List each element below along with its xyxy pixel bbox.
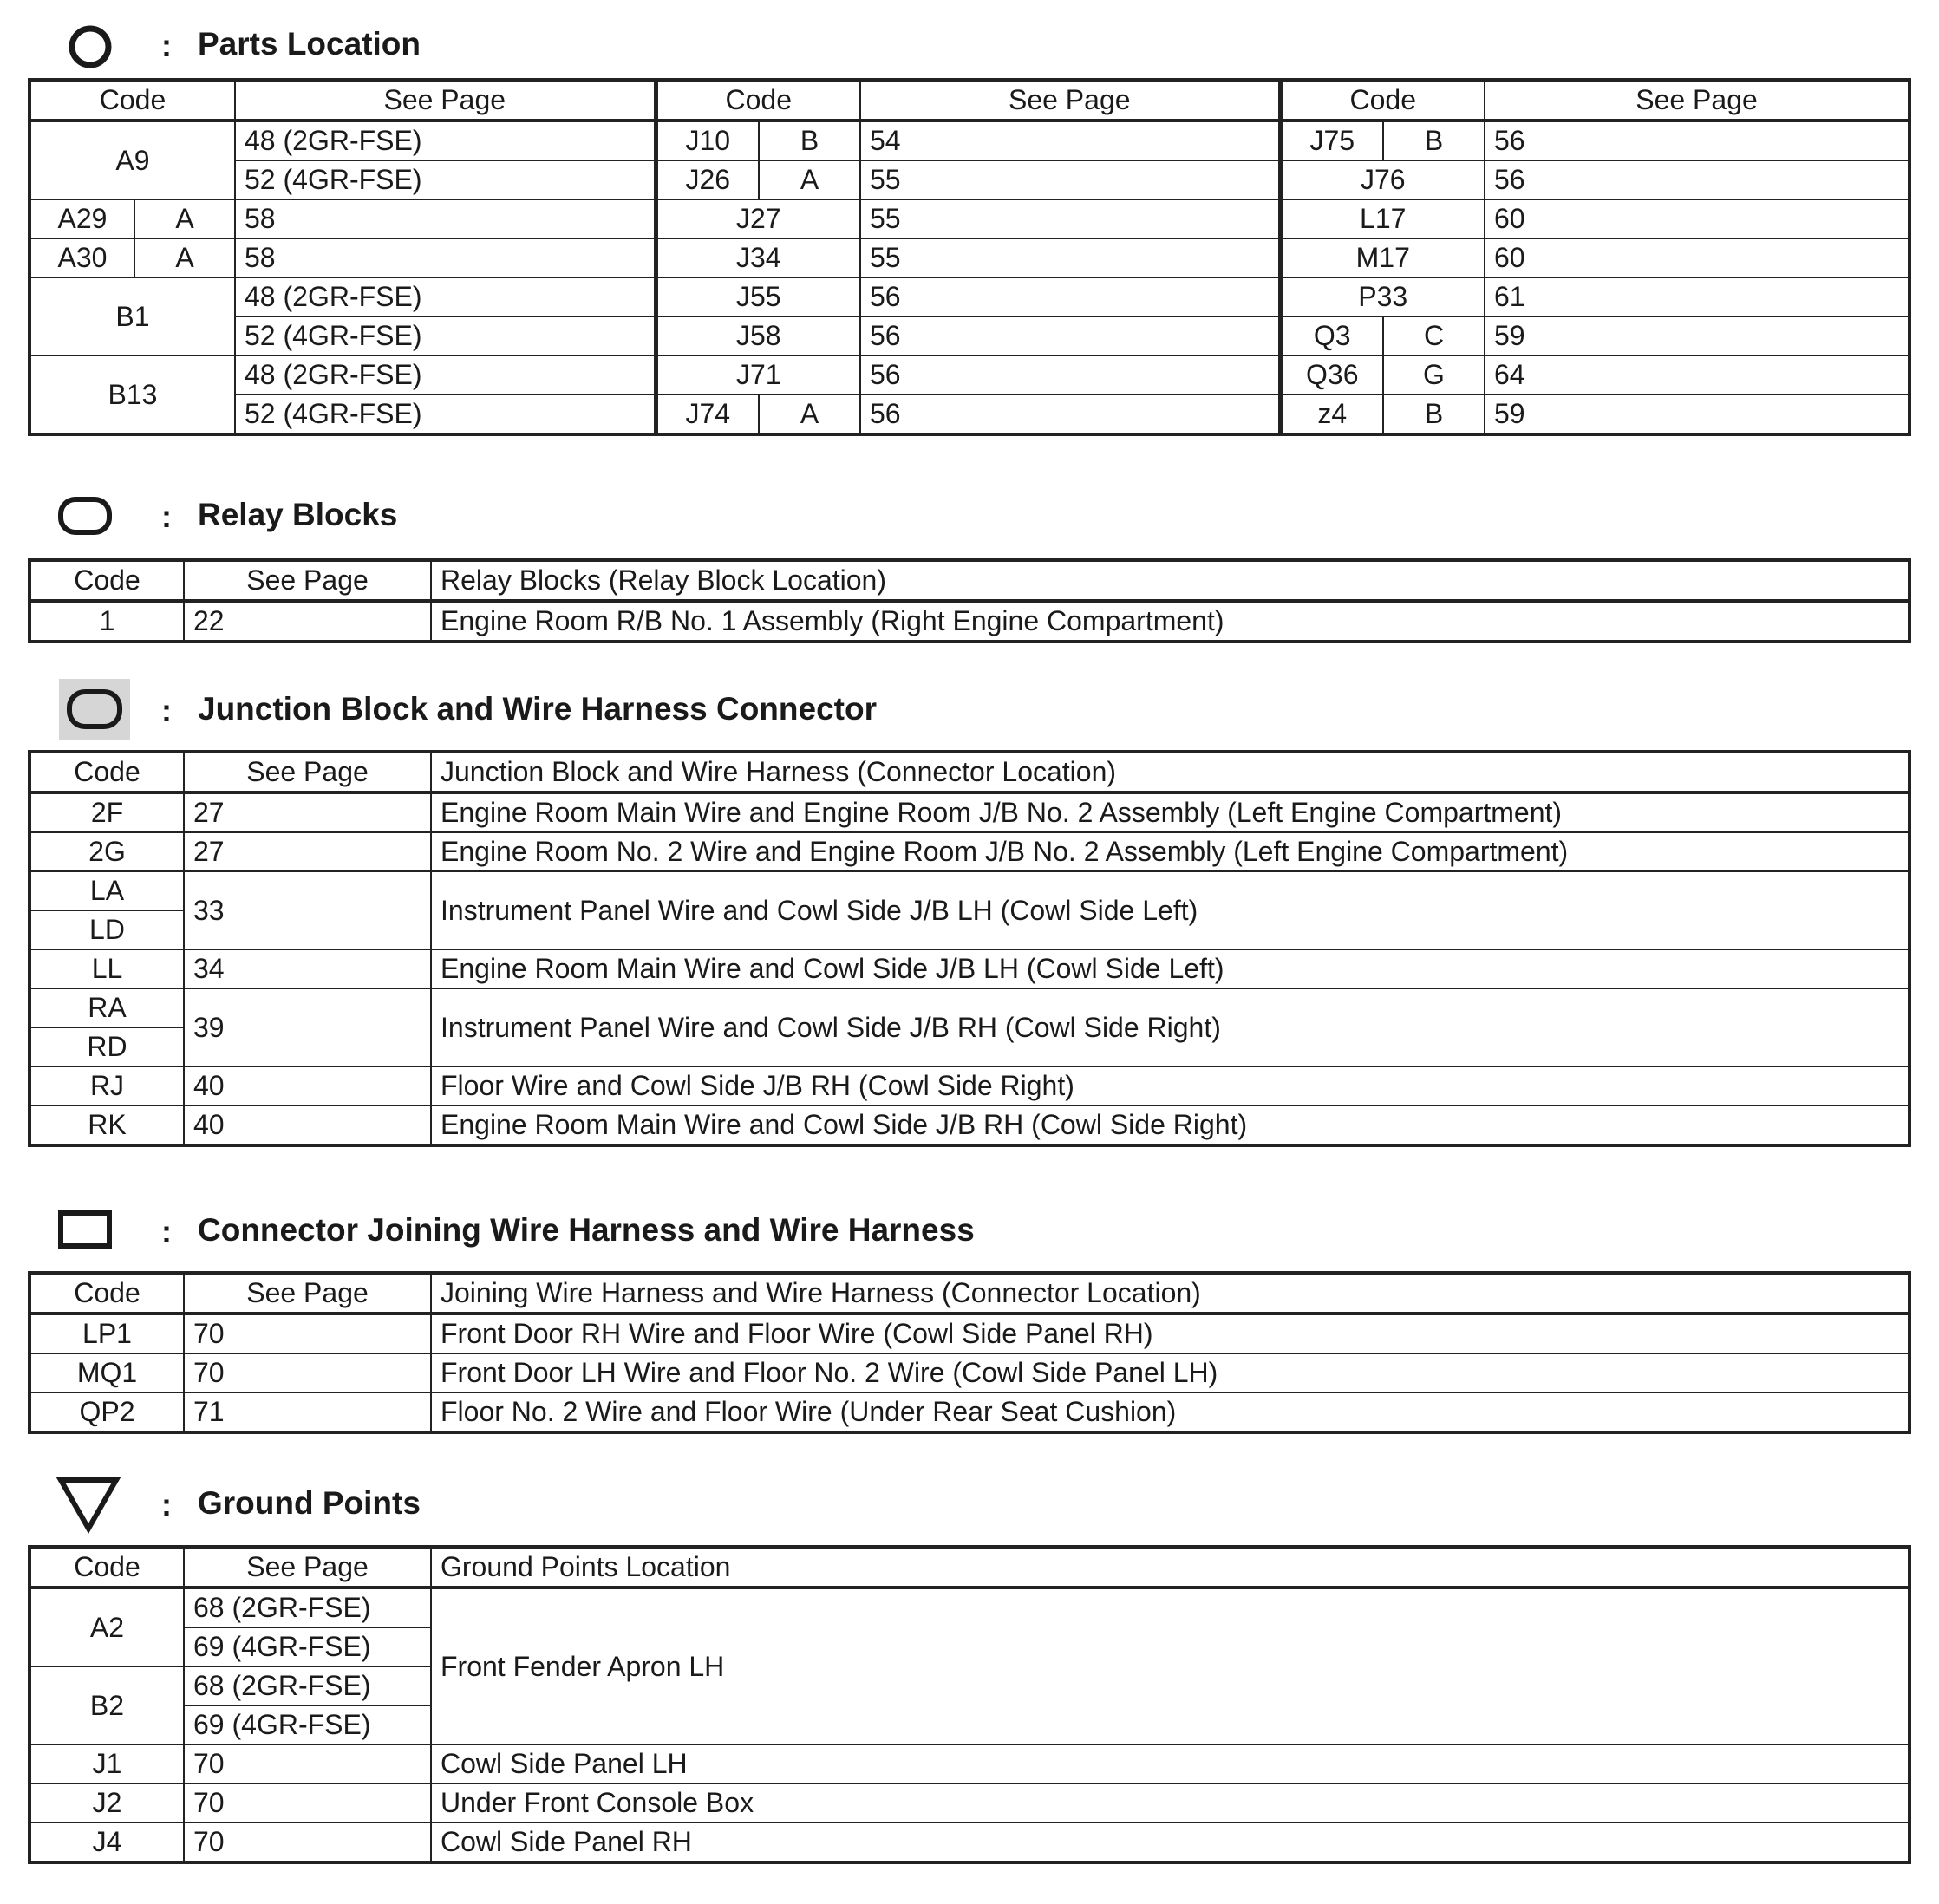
header-description: Relay Blocks (Relay Block Location)	[431, 560, 1910, 601]
code-cell: J34	[656, 238, 860, 277]
page-cell: 59	[1485, 394, 1910, 434]
code-cell: A9	[29, 121, 235, 199]
code-cell: 2G	[29, 832, 184, 871]
description-cell: Engine Room R/B No. 1 Assembly (Right Engine Compartment)	[431, 601, 1910, 642]
header-code: Code	[29, 752, 184, 792]
header-see-page: See Page	[184, 1273, 431, 1314]
code-cell: B13	[29, 355, 235, 434]
square-icon	[57, 1209, 114, 1252]
table-row	[29, 601, 1910, 642]
triangle-icon	[55, 1475, 121, 1534]
table-row	[29, 199, 1910, 238]
table-header-row	[29, 80, 1910, 121]
colon: :	[161, 1214, 172, 1249]
page-cell: 55	[860, 160, 1280, 199]
page-cell: 70	[184, 1353, 431, 1392]
table-row	[29, 355, 1910, 394]
code-cell: LL	[29, 949, 184, 988]
sub-code-cell: C	[1383, 316, 1485, 355]
page-cell: 48 (2GR-FSE)	[235, 121, 656, 160]
page-cell: 69 (4GR-FSE)	[184, 1627, 431, 1666]
description-cell: Front Fender Apron LH	[431, 1588, 1910, 1744]
header-description: Ground Points Location	[431, 1547, 1910, 1588]
code-cell: MQ1	[29, 1353, 184, 1392]
page-cell: 58	[235, 199, 656, 238]
page-cell: 58	[235, 238, 656, 277]
table-row	[29, 1353, 1910, 1392]
table-row	[29, 1066, 1910, 1105]
header-code: Code	[29, 80, 235, 121]
parts-location-table	[28, 78, 1911, 436]
description-cell: Cowl Side Panel RH	[431, 1822, 1910, 1862]
code-cell: J27	[656, 199, 860, 238]
page-cell: 61	[1485, 277, 1910, 316]
page-cell: 54	[860, 121, 1280, 160]
page-cell: 68 (2GR-FSE)	[184, 1666, 431, 1705]
connector-joining-table	[28, 1271, 1911, 1434]
header-code: Code	[29, 560, 184, 601]
code-cell: J4	[29, 1822, 184, 1862]
header-see-page: See Page	[860, 80, 1280, 121]
description-cell: Engine Room Main Wire and Cowl Side J/B RH (Cowl Side Right)	[431, 1105, 1910, 1145]
parts-location-header	[0, 10, 1939, 80]
sub-code-cell: A	[134, 238, 235, 277]
header-code: Code	[29, 1547, 184, 1588]
page-cell: 52 (4GR-FSE)	[235, 394, 656, 434]
code-cell: Q36	[1280, 355, 1383, 394]
code-cell: LD	[29, 910, 184, 949]
code-cell: B2	[29, 1666, 184, 1744]
code-cell: A2	[29, 1588, 184, 1666]
description-cell: Instrument Panel Wire and Cowl Side J/B RH (Cowl Side Right)	[431, 988, 1910, 1066]
header-code: Code	[29, 1273, 184, 1314]
shaded-rounded-rect-icon	[59, 679, 130, 740]
colon: :	[161, 499, 172, 534]
code-cell: J71	[656, 355, 860, 394]
code-cell: A30	[29, 238, 134, 277]
table-row	[29, 1783, 1910, 1822]
colon: :	[161, 693, 172, 728]
page-cell: 71	[184, 1392, 431, 1432]
page-cell: 40	[184, 1105, 431, 1145]
code-cell: RA	[29, 988, 184, 1027]
section-title: Connector Joining Wire Harness and Wire Harness	[198, 1212, 975, 1248]
connector-joining-header	[0, 1197, 1939, 1266]
sub-code-cell: B	[759, 121, 860, 160]
table-row	[29, 394, 1910, 434]
relay-blocks-table	[28, 558, 1911, 643]
code-cell: L17	[1280, 199, 1485, 238]
circle-icon	[68, 24, 113, 69]
page-cell: 55	[860, 238, 1280, 277]
page-cell: 56	[1485, 121, 1910, 160]
code-cell: J26	[656, 160, 759, 199]
colon: :	[161, 28, 172, 63]
section-title: Parts Location	[198, 26, 421, 62]
table-row	[29, 277, 1910, 316]
page-cell: 52 (4GR-FSE)	[235, 316, 656, 355]
sub-code-cell: B	[1383, 121, 1485, 160]
page-cell: 22	[184, 601, 431, 642]
description-cell: Floor Wire and Cowl Side J/B RH (Cowl Side Right)	[431, 1066, 1910, 1105]
sub-code-cell: A	[759, 394, 860, 434]
page-cell: 70	[184, 1822, 431, 1862]
code-cell: RJ	[29, 1066, 184, 1105]
code-cell: LA	[29, 871, 184, 910]
table-header-row	[29, 1273, 1910, 1314]
code-cell: Q3	[1280, 316, 1383, 355]
description-cell: Front Door LH Wire and Floor No. 2 Wire (Cowl Side Panel LH)	[431, 1353, 1910, 1392]
page-cell: 52 (4GR-FSE)	[235, 160, 656, 199]
code-cell: M17	[1280, 238, 1485, 277]
sub-code-cell: G	[1383, 355, 1485, 394]
page-cell: 34	[184, 949, 431, 988]
code-cell: A29	[29, 199, 134, 238]
table-row	[29, 792, 1910, 832]
page-cell: 59	[1485, 316, 1910, 355]
header-see-page: See Page	[184, 1547, 431, 1588]
code-cell: 1	[29, 601, 184, 642]
ground-points-table	[28, 1545, 1911, 1864]
header-see-page: See Page	[184, 752, 431, 792]
table-row	[29, 1392, 1910, 1432]
description-cell: Floor No. 2 Wire and Floor Wire (Under Rear Seat Cushion)	[431, 1392, 1910, 1432]
table-row	[29, 988, 1910, 1027]
section-title: Junction Block and Wire Harness Connector	[198, 691, 877, 727]
page-cell: 70	[184, 1744, 431, 1783]
page-cell: 40	[184, 1066, 431, 1105]
code-cell: J74	[656, 394, 759, 434]
relay-blocks-header	[0, 481, 1939, 551]
header-description: Junction Block and Wire Harness (Connector Location)	[431, 752, 1910, 792]
sub-code-cell: B	[1383, 394, 1485, 434]
code-cell: J75	[1280, 121, 1383, 160]
code-cell: RK	[29, 1105, 184, 1145]
section-title: Ground Points	[198, 1485, 421, 1521]
page-cell: 55	[860, 199, 1280, 238]
header-see-page: See Page	[235, 80, 656, 121]
table-row	[29, 1105, 1910, 1145]
header-see-page: See Page	[184, 560, 431, 601]
code-cell: J58	[656, 316, 860, 355]
description-cell: Engine Room No. 2 Wire and Engine Room J/B No. 2 Assembly (Left Engine Compartment)	[431, 832, 1910, 871]
table-row	[29, 1822, 1910, 1862]
sub-code-cell: A	[759, 160, 860, 199]
table-header-row	[29, 1547, 1910, 1588]
page-cell: 56	[860, 355, 1280, 394]
table-row	[29, 121, 1910, 160]
page-cell: 27	[184, 792, 431, 832]
table-row	[29, 832, 1910, 871]
page-cell: 60	[1485, 199, 1910, 238]
sub-code-cell: A	[134, 199, 235, 238]
page-cell: 60	[1485, 238, 1910, 277]
page-cell: 39	[184, 988, 431, 1066]
table-row	[29, 871, 1910, 910]
description-cell: Front Door RH Wire and Floor Wire (Cowl Side Panel RH)	[431, 1314, 1910, 1353]
colon: :	[161, 1487, 172, 1523]
description-cell: Cowl Side Panel LH	[431, 1744, 1910, 1783]
code-cell: J2	[29, 1783, 184, 1822]
page-cell: 56	[860, 394, 1280, 434]
code-cell: B1	[29, 277, 235, 355]
junction-block-table	[28, 750, 1911, 1147]
code-cell: J10	[656, 121, 759, 160]
code-cell: J55	[656, 277, 860, 316]
rounded-rect-icon	[59, 679, 130, 740]
table-row	[29, 1314, 1910, 1353]
page-cell: 70	[184, 1314, 431, 1353]
header-code: Code	[656, 80, 860, 121]
page-cell: 69 (4GR-FSE)	[184, 1705, 431, 1744]
code-cell: J76	[1280, 160, 1485, 199]
table-row	[29, 160, 1910, 199]
table-header-row	[29, 560, 1910, 601]
table-row	[29, 1744, 1910, 1783]
ground-points-header	[0, 1468, 1939, 1537]
description-cell: Instrument Panel Wire and Cowl Side J/B LH (Cowl Side Left)	[431, 871, 1910, 949]
page-cell: 27	[184, 832, 431, 871]
code-cell: LP1	[29, 1314, 184, 1353]
description-cell: Engine Room Main Wire and Cowl Side J/B LH (Cowl Side Left)	[431, 949, 1910, 988]
code-cell: 2F	[29, 792, 184, 832]
page-cell: 48 (2GR-FSE)	[235, 355, 656, 394]
page-cell: 64	[1485, 355, 1910, 394]
code-cell: QP2	[29, 1392, 184, 1432]
header-description: Joining Wire Harness and Wire Harness (Connector Location)	[431, 1273, 1910, 1314]
table-row	[29, 949, 1910, 988]
page-cell: 48 (2GR-FSE)	[235, 277, 656, 316]
page-cell: 70	[184, 1783, 431, 1822]
header-see-page: See Page	[1485, 80, 1910, 121]
junction-block-header	[0, 674, 1939, 743]
code-cell: P33	[1280, 277, 1485, 316]
page-cell: 56	[1485, 160, 1910, 199]
description-cell: Under Front Console Box	[431, 1783, 1910, 1822]
page-cell: 56	[860, 316, 1280, 355]
page-cell: 33	[184, 871, 431, 949]
table-row	[29, 316, 1910, 355]
table-row	[29, 1588, 1910, 1627]
code-cell: RD	[29, 1027, 184, 1066]
rounded-rect-icon	[57, 495, 114, 538]
page-cell: 56	[860, 277, 1280, 316]
code-cell: z4	[1280, 394, 1383, 434]
description-cell: Engine Room Main Wire and Engine Room J/B No. 2 Assembly (Left Engine Compartment)	[431, 792, 1910, 832]
page-cell: 68 (2GR-FSE)	[184, 1588, 431, 1627]
section-title: Relay Blocks	[198, 497, 398, 532]
table-header-row	[29, 752, 1910, 792]
table-row	[29, 238, 1910, 277]
header-code: Code	[1280, 80, 1485, 121]
code-cell: J1	[29, 1744, 184, 1783]
